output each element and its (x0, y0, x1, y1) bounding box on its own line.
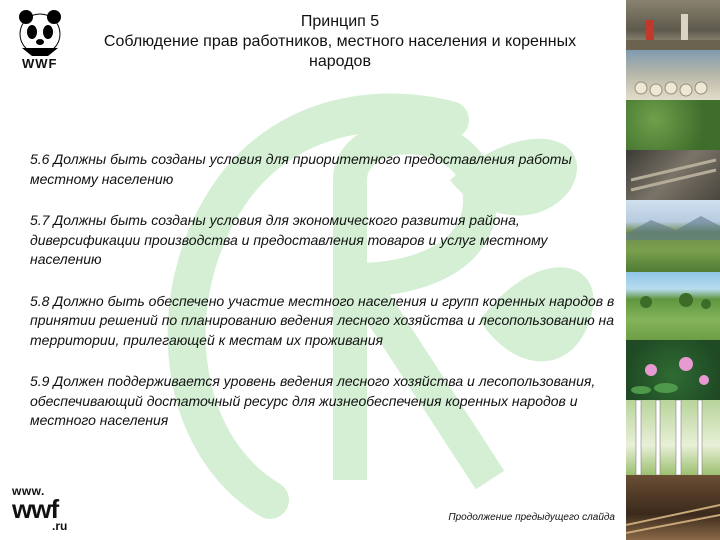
photo-workers-image (626, 0, 720, 50)
title-line-1: Принцип 5 (300, 13, 380, 30)
criterion-5-6: 5.6 Должны быть созданы условия для приоритетного предоставления работы местному населению (30, 151, 572, 187)
principle-criteria-list (30, 150, 615, 453)
wwf-panda-logo (14, 8, 66, 70)
title-line-2: Соблюдение прав работников, местного населения и коренных (103, 33, 577, 50)
logo-ru: .ru (52, 519, 68, 533)
title-line-3: народов (309, 53, 371, 70)
photo-sawmill-image (626, 150, 720, 200)
photo-lotus-image (626, 340, 720, 400)
criterion-5-8: 5.8 Должно быть обеспечено участие местного населения и групп коренных народов в принятии решений по планированию ведения лесного хозяйства и лесопользованию на территории, прилегающей к местам их проживания (30, 292, 615, 348)
logo-www: www. (12, 484, 45, 498)
photo-meadow-image (626, 272, 720, 340)
slide-title (60, 12, 620, 72)
criterion-5-7: 5.7 Должны быть созданы условия для экономического развития района, диверсификации производства и предоставления товаров и услуг местному населению (30, 212, 548, 267)
photo-birch-forest-image (626, 400, 720, 475)
continuation-note: Продолжение предыдущего слайда (448, 512, 615, 523)
wwf-ru-logo (12, 485, 92, 535)
wwf-logo-text: WWF (22, 56, 58, 71)
photo-woodworkshop-image (626, 475, 720, 540)
logo-wwf: wwf (12, 494, 59, 524)
photo-strip (626, 0, 720, 540)
photo-plants-image (626, 100, 720, 150)
criterion-5-9: 5.9 Должен поддерживается уровень ведения лесного хозяйства и лесопользования, обеспечивающий достаточный ресурс для жизнеобеспечения коренных народов и местного населения (30, 373, 596, 428)
photo-valley-image (626, 200, 720, 272)
photo-logs-image (626, 50, 720, 100)
panda-icon (14, 8, 66, 56)
